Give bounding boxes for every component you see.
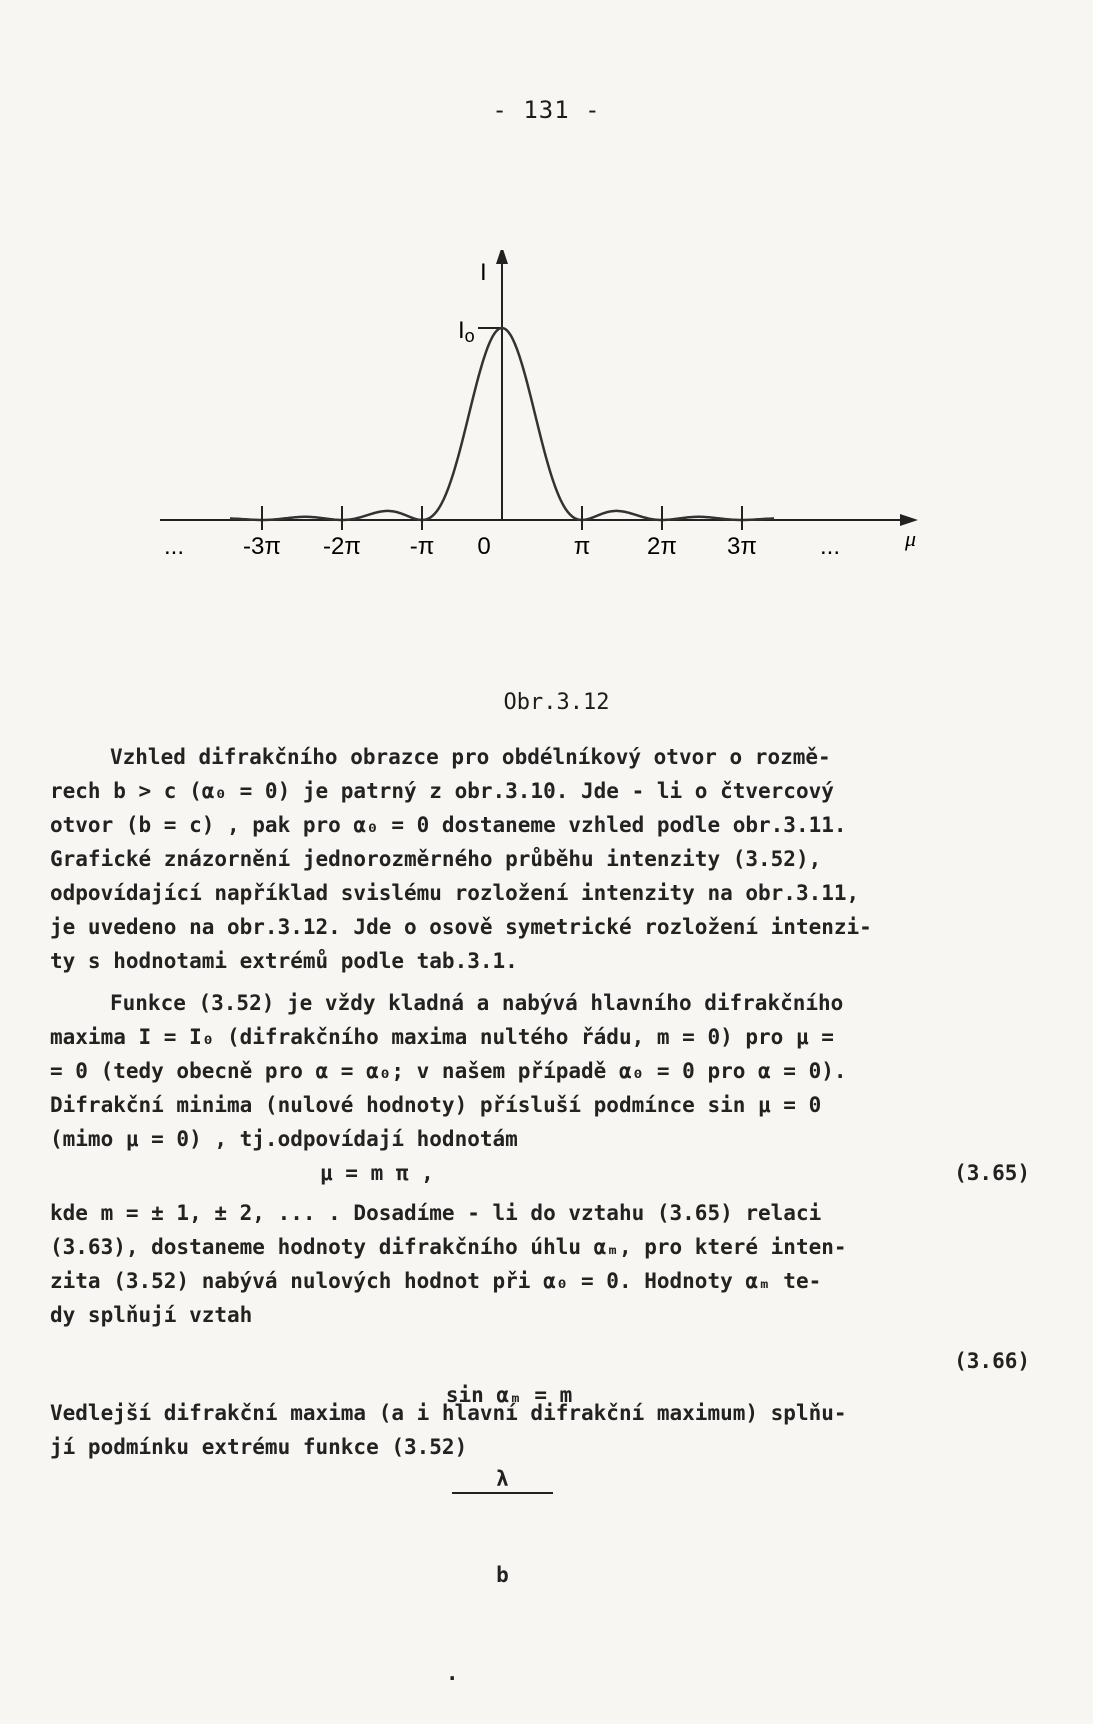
text-line: Difrakční minima (nulové hodnoty) přísluší podmínce sin μ = 0 [50, 1093, 822, 1117]
fraction-numerator: λ [452, 1466, 553, 1494]
intensity-figure [140, 250, 940, 620]
text-line: ty s hodnotami extrémů podle tab.3.1. [50, 949, 518, 973]
text-line: Vzhled difrakčního obrazce pro obdélníkový otvor o rozmě- [110, 745, 831, 769]
body-text [50, 740, 1030, 1685]
x-tick-label: 2π [647, 533, 677, 560]
text-line: je uvedeno na obr.3.12. Jde o osově symetrické rozložení intenzi- [50, 915, 872, 939]
x-tick-label: -3π [243, 533, 281, 560]
text-line: = 0 (tedy obecně pro α = α₀; v našem případě α₀ = 0 pro α = 0). [50, 1059, 847, 1083]
x-tick-label: -π [409, 533, 435, 560]
peak-label: Io [458, 317, 475, 346]
x-axis-label: μ [905, 526, 917, 551]
equation-number: (3.66) [954, 1349, 1030, 1373]
figure-caption: Obr.3.12 [503, 690, 610, 715]
text-line: otvor (b = c) , pak pro α₀ = 0 dostaneme vzhled podle obr.3.11. [50, 813, 847, 837]
text-line: (mimo μ = 0) , tj.odpovídají hodnotám [50, 1127, 518, 1151]
text-line: jí podmínku extrému funkce (3.52) [50, 1435, 468, 1459]
equation-number: (3.65) [954, 1161, 1030, 1185]
equation-fraction [452, 1398, 553, 1656]
x-axis-arrow [900, 514, 918, 526]
x-tick-label: 0 [477, 533, 491, 560]
text-line: (3.63), dostaneme hodnoty difrakčního úhlu αₘ, pro které inten- [50, 1235, 847, 1259]
x-tick-label: π [573, 533, 591, 560]
equation-formula [370, 1344, 572, 1724]
x-tick-label: 3π [727, 533, 757, 560]
equation-lhs: sin αₘ = m [445, 1383, 573, 1407]
x-tick-label: -2π [323, 533, 361, 560]
y-axis-arrow [496, 250, 508, 264]
equation-formula: μ = m π , [320, 1161, 434, 1185]
text-line: Funkce (3.52) je vždy kladná a nabývá hlavního difrakčního [110, 991, 844, 1015]
fraction-denominator: b [496, 1563, 509, 1587]
text-line: Vedlejší difrakční maxima (a i hlavní difrakční maximum) splňu- [50, 1401, 847, 1425]
text-line: maxima I = I₀ (difrakčního maxima nultého řádu, m = 0) pro μ = [50, 1025, 834, 1049]
page-number: - 131 - [492, 96, 601, 124]
text-line: rech b > c (α₀ = 0) je patrný z obr.3.10. Jde - li o čtvercový [50, 779, 834, 803]
y-axis-label: I [480, 259, 487, 286]
text-line: Grafické znázornění jednorozměrného průběhu intenzity (3.52), [50, 847, 822, 871]
text-line: zita (3.52) nabývá nulových hodnot při α₀ = 0. Hodnoty αₘ te- [50, 1269, 822, 1293]
equation-3-65 [50, 1156, 1030, 1196]
text-line: odpovídající například svislému rozložení intenzity na obr.3.11, [50, 881, 860, 905]
text-line: kde m = ± 1, ± 2, ... . Dosadíme - li do vztahu (3.65) relaci [50, 1201, 822, 1225]
text-line: dy splňují vztah [50, 1303, 253, 1327]
equation-trail: . [445, 1661, 459, 1685]
x-tick-label: ... [163, 533, 185, 560]
x-tick-label: ... [819, 533, 841, 560]
